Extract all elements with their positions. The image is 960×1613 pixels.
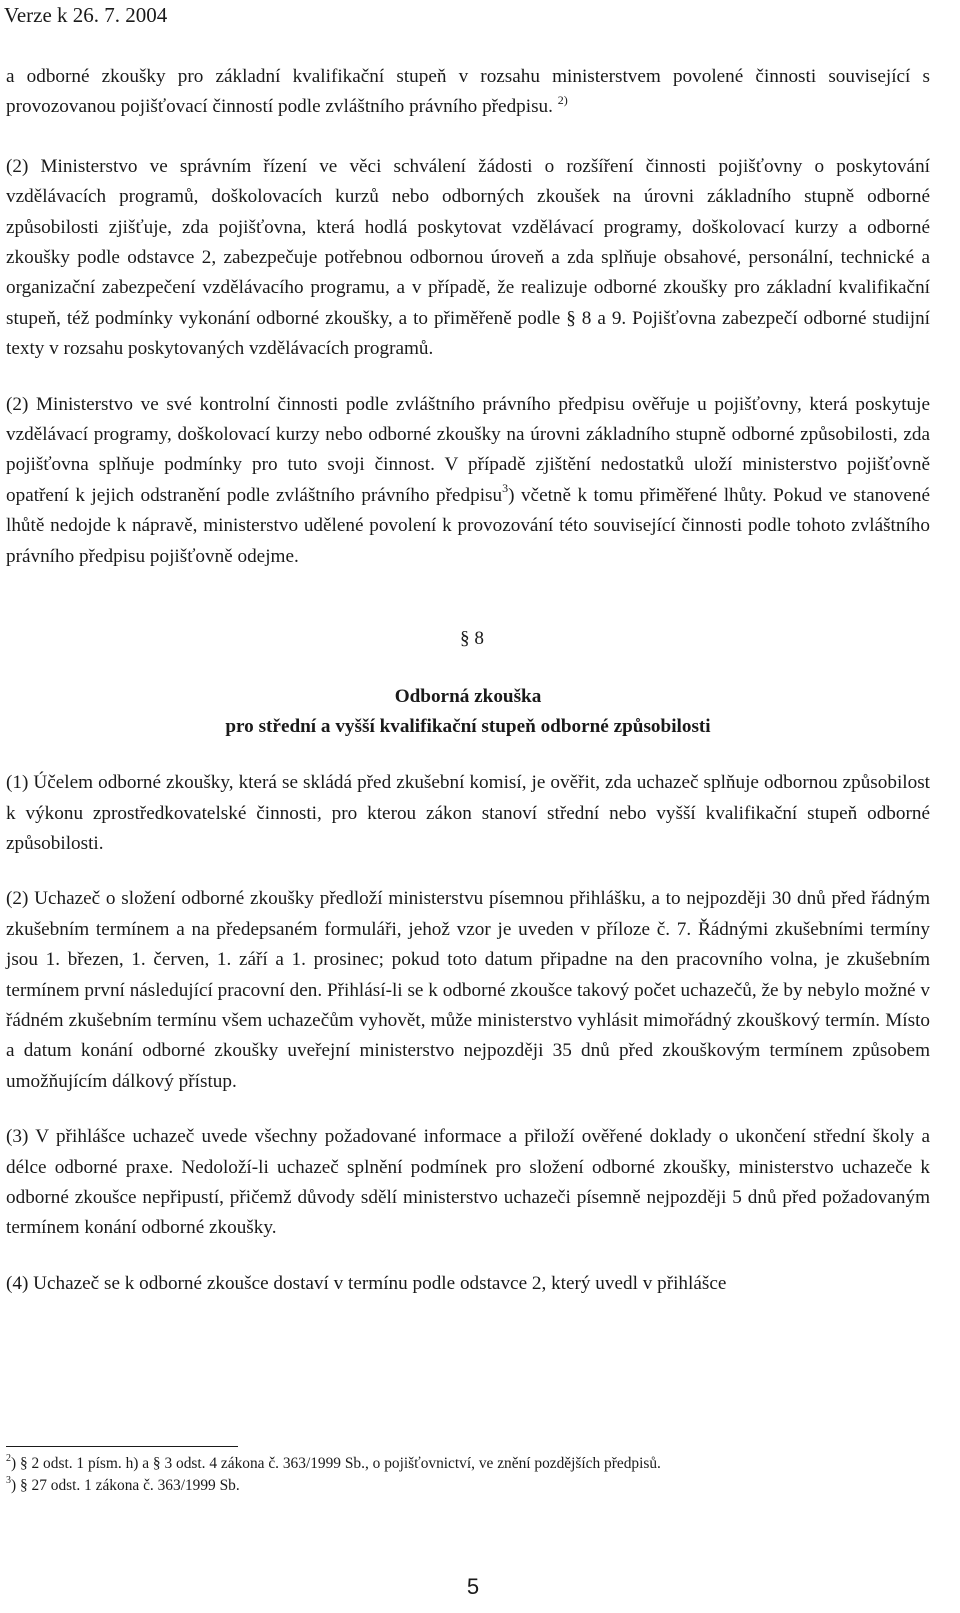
paragraph-exam-attendance: (4) Uchazeč se k odborné zkoušce dostaví v termínu podle odstavce 2, který uvedl v přihlášce bbox=[6, 1272, 727, 1294]
paragraph-ministry-control bbox=[6, 390, 930, 572]
section-title-line-2: pro střední a vyšší kvalifikační stupeň odborné způsobilosti bbox=[225, 716, 711, 738]
footnote-separator bbox=[6, 1446, 238, 1447]
paragraph-continuation bbox=[6, 62, 930, 123]
section-number: § 8 bbox=[460, 628, 484, 650]
footnote-3 bbox=[6, 1476, 240, 1496]
footnote-ref-2: 2) bbox=[557, 93, 568, 108]
footnote-ref-3: 3 bbox=[502, 481, 509, 496]
version-header: Verze k 26. 7. 2004 bbox=[4, 3, 168, 27]
paragraph-text-a: (2) Ministerstvo ve své kontrolní činnosti podle zvláštního právního předpisu ověřuje u pojišťovny, která poskytuje vzdělávací programy, doškolovací kurzy nebo odborné zkoušky na úrovni základního stupně odborné způsobilosti, zda pojišťovna splňuje podmínky pro tuto svoji činnost. V případě zjištění nedostatků uloží ministerstvo pojišťovně opatření k jejich odstranění podle zvláštního právního předpisu bbox=[6, 393, 930, 506]
footnote-mark-3: 3 bbox=[6, 1474, 11, 1486]
footnote-mark-2: 2 bbox=[6, 1452, 11, 1464]
paragraph-text: a odborné zkoušky pro základní kvalifikační stupeň v rozsahu ministerstvem povolené činnosti související s provozovanou pojišťovací činností podle zvláštního právního předpisu. bbox=[6, 66, 930, 118]
section-title-line-1: Odborná zkouška bbox=[394, 686, 542, 708]
paragraph-exam-application: (2) Uchazeč o složení odborné zkoušky předloží ministerstvu písemnou přihlášku, a to nejpozději 30 dnů před řádným zkušebním termínem a na předepsaném formuláři, jehož vzor je uveden v příloze č. 7. Řádnými zkušebními termíny jsou 1. březen, 1. červen, 1. září a 1. prosinec; pokud toto datum připadne na den pracovního volna, je zkušebním termínem první následující pracovní den. Přihlásí-li se k odborné zkoušce takový počet uchazečů, že by nebylo možné v řádném zkušebním termínu všem uchazečům vyhovět, může ministerstvo vyhlásit mimořádný zkouškový termín. Místo a datum konání odborné zkoušky uveřejní ministerstvo nejpozději 35 dnů před zkouškovým termínem způsobem umožňujícím dálkový přístup. bbox=[6, 888, 930, 1092]
paragraph-exam-purpose: (1) Účelem odborné zkoušky, která se skládá před zkušební komisí, je ověřit, zda uchazeč splňuje odbornou způsobilost k výkonu zprostředkovatelské činnosti, pro kterou zákon stanoví střední nebo vyšší kvalifikační stupeň odborné způsobilosti. bbox=[6, 772, 930, 854]
document-body bbox=[6, 62, 930, 1299]
paragraph-text-b: ) včetně k tomu přiměřené lhůty. Pokud ve stanovené lhůtě nedojde k nápravě, ministerstvo udělené povolení k provozování této související činnosti podle tohoto zvláštního právního předpisu pojišťovně odejme. bbox=[6, 484, 930, 567]
paragraph-ministry-approval: (2) Ministerstvo ve správním řízení ve věci schválení žádosti o rozšíření činnosti pojišťovny o poskytování vzdělávacích programů, doškolovacích kurzů nebo odborných zkoušek na úrovni základního stupně odborné způsobilosti zjišťuje, zda pojišťovna, která hodlá poskytovat vzdělávací programy, doškolovací kurzy a odborné zkoušky podle odstavce 2, zabezpečuje potřebnou odbornou úroveň a zda splňuje obsahové, personální, technické a organizační zabezpečení vzdělávacího programu, a v případě, že realizuje odborné zkoušky pro základní kvalifikační stupeň, též podmínky vykonání odborné zkoušky, a to přiměřeně podle § 8 a 9. Pojišťovna zabezpečí odborné studijní texty v rozsahu poskytovaných vzdělávacích programů. bbox=[6, 155, 930, 360]
footnote-text-2: ) § 2 odst. 1 písm. h) a § 3 odst. 4 zákona č. 363/1999 Sb., o pojišťovnictví, ve znění pozdějších předpisů. bbox=[11, 1455, 661, 1472]
footnote-text-3: ) § 27 odst. 1 zákona č. 363/1999 Sb. bbox=[11, 1477, 240, 1494]
page-number: 5 bbox=[466, 1574, 480, 1599]
footnote-2 bbox=[6, 1454, 661, 1474]
paragraph-application-contents: (3) V přihlášce uchazeč uvede všechny požadované informace a přiloží ověřené doklady o ukončení střední školy a délce odborné praxe. Nedoloží-li uchazeč splnění podmínek pro složení odborné zkoušky, ministerstvo uchazeče k odborné zkoušce nepřipustí, přičemž důvody sdělí ministerstvo uchazeči písemně nejpozději 5 dnů před požadovaným termínem konání odborné zkoušky. bbox=[6, 1126, 930, 1239]
